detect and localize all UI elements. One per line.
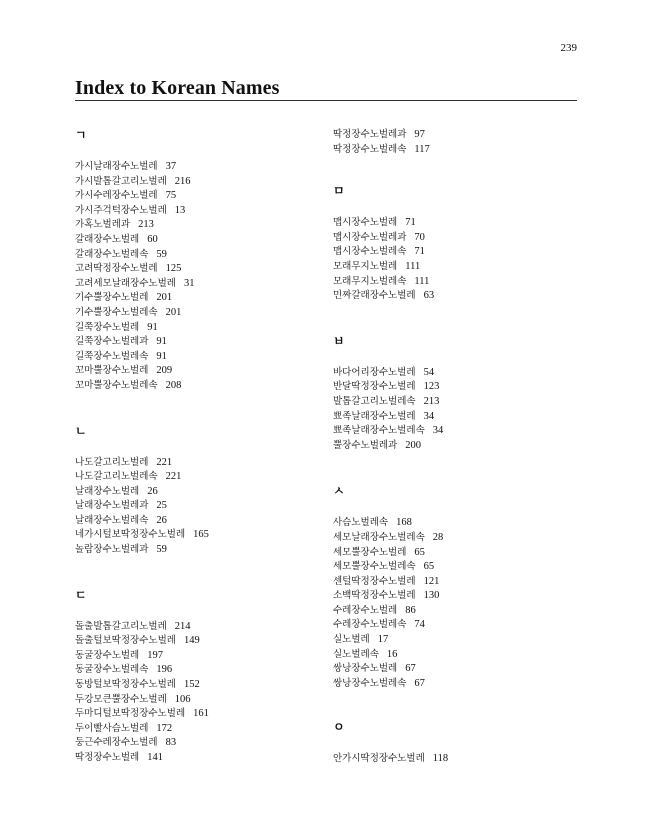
index-entry xyxy=(75,277,325,292)
index-section xyxy=(333,720,583,767)
index-entry xyxy=(75,306,325,321)
index-entry xyxy=(75,204,325,219)
entry-page-number: 59 xyxy=(156,544,167,556)
index-entry xyxy=(333,289,583,304)
index-column-left xyxy=(75,128,325,766)
index-entry xyxy=(333,560,583,575)
index-entry xyxy=(75,350,325,365)
entry-list xyxy=(333,752,583,767)
entry-name: 수레장수노벌레속 xyxy=(333,619,407,631)
entry-page-number: 65 xyxy=(423,561,435,573)
entry-name: 길쭉장수노벌레속 xyxy=(75,350,149,362)
entry-page-number: 123 xyxy=(423,381,440,393)
entry-page-number: 17 xyxy=(377,634,389,646)
entry-page-number: 214 xyxy=(174,620,191,632)
section-letter: ㄴ xyxy=(75,423,87,438)
index-entry xyxy=(333,575,583,590)
entry-page-number: 34 xyxy=(432,425,444,437)
entry-list xyxy=(75,620,325,766)
index-section xyxy=(75,128,325,394)
index-entry xyxy=(75,470,325,485)
index-entry xyxy=(333,231,583,246)
index-section xyxy=(75,588,325,766)
index-entry xyxy=(75,364,325,379)
entry-name: 세모뿔장수노벌레속 xyxy=(333,561,416,573)
index-entry xyxy=(333,648,583,663)
entry-name: 고려세모날래장수노벌레 xyxy=(75,277,176,289)
entry-name: 날래장수노벌레 xyxy=(75,485,140,497)
index-entry xyxy=(75,678,325,693)
index-entry xyxy=(75,693,325,708)
entry-name: 둥근수레장수노벌레 xyxy=(75,737,158,749)
title-rule xyxy=(75,100,577,101)
index-entry xyxy=(75,321,325,336)
entry-name: 갈래장수노벌레 xyxy=(75,233,140,245)
entry-name: 날래장수노벌레과 xyxy=(75,500,149,512)
entry-page-number: 37 xyxy=(165,161,177,172)
entry-page-number: 125 xyxy=(165,263,182,275)
entry-name: 고려딱정장수노벌레 xyxy=(75,263,158,275)
index-entry xyxy=(333,516,583,531)
index-entry xyxy=(333,275,583,290)
index-entry xyxy=(333,216,583,231)
entry-list xyxy=(333,366,583,454)
index-entry xyxy=(75,528,325,543)
entry-name: 두강모큰뿔장수노벌레 xyxy=(75,693,167,705)
entry-name: 맵시장수노벌레 xyxy=(333,217,398,229)
section-letter: ㅁ xyxy=(333,184,345,199)
entry-name: 길쭉장수노벌레 xyxy=(75,321,140,333)
entry-name: 딱정장수노벌레 xyxy=(75,752,140,763)
entry-page-number: 91 xyxy=(156,336,167,348)
index-entry xyxy=(75,485,325,500)
entry-name: 맵시장수노벌레속 xyxy=(333,246,407,258)
entry-page-number: 63 xyxy=(423,290,435,302)
index-column-right xyxy=(333,128,583,767)
page-number: 239 xyxy=(560,42,577,54)
index-entry xyxy=(75,736,325,751)
index-entry xyxy=(333,677,583,692)
entry-page-number: 172 xyxy=(156,722,173,734)
section-letter: ㅅ xyxy=(333,484,345,499)
index-entry xyxy=(75,707,325,722)
entry-name: 발톱갈고리노벌레속 xyxy=(333,395,416,407)
entry-list xyxy=(333,516,583,691)
entry-name: 맵시장수노벌레과 xyxy=(333,231,407,243)
entry-page-number: 141 xyxy=(147,752,163,763)
entry-page-number: 200 xyxy=(405,439,421,451)
index-entry xyxy=(75,262,325,277)
entry-page-number: 54 xyxy=(423,366,435,378)
entry-page-number: 221 xyxy=(156,456,173,468)
entry-name: 세모뿔장수노벌레 xyxy=(333,546,407,558)
entry-name: 모래무지노벌레 xyxy=(333,260,398,272)
section-letter: ㅇ xyxy=(333,720,345,735)
entry-page-number: 26 xyxy=(147,485,158,497)
index-section xyxy=(333,334,583,454)
entry-page-number: 65 xyxy=(414,546,425,558)
entry-page-number: 26 xyxy=(156,514,167,526)
entry-page-number: 31 xyxy=(183,277,195,289)
index-entry xyxy=(75,634,325,649)
entry-page-number: 13 xyxy=(174,204,186,216)
entry-page-number: 67 xyxy=(405,663,416,675)
entry-list xyxy=(75,456,325,558)
entry-name: 갈래장수노벌레속 xyxy=(75,248,149,260)
entry-page-number: 59 xyxy=(156,248,167,260)
entry-name: 꼬마뿔장수노벌레 xyxy=(75,365,149,377)
entry-name: 안가시딱정장수노벌레 xyxy=(333,753,425,765)
entry-page-number: 25 xyxy=(156,500,167,512)
section-letter: ㄷ xyxy=(75,587,87,602)
entry-page-number: 111 xyxy=(414,275,430,287)
entry-name: 두마디털보딱정장수노벌레 xyxy=(75,708,186,720)
index-entry xyxy=(333,589,583,604)
index-entry xyxy=(333,439,583,454)
index-section xyxy=(75,424,325,558)
entry-page-number: 161 xyxy=(193,708,209,720)
index-entry xyxy=(75,233,325,248)
index-section xyxy=(333,184,583,304)
index-entry xyxy=(333,618,583,633)
entry-name: 가시날래장수노벌레 xyxy=(75,161,158,172)
entry-name: 실노벌레속 xyxy=(333,648,379,660)
index-entry xyxy=(333,604,583,619)
entry-name: 동굴장수노벌레 xyxy=(75,649,140,661)
index-entry xyxy=(333,245,583,260)
entry-name: 나도갈고리노벌레 xyxy=(75,456,149,468)
entry-page-number: 16 xyxy=(386,648,398,660)
entry-page-number: 213 xyxy=(423,395,440,407)
entry-page-number: 86 xyxy=(405,604,416,616)
index-entry xyxy=(333,424,583,439)
entry-name: 모래무지노벌레속 xyxy=(333,275,407,287)
index-entry xyxy=(75,335,325,350)
entry-page-number: 74 xyxy=(414,619,425,631)
entry-page-number: 111 xyxy=(405,260,421,272)
entry-page-number: 34 xyxy=(423,410,435,422)
entry-page-number: 168 xyxy=(396,517,412,529)
entry-name: 길쭉장수노벌레과 xyxy=(75,336,149,348)
entry-name: 반달딱정장수노벌레 xyxy=(333,381,416,393)
entry-name: 뾰족날래장수노벌레속 xyxy=(333,425,425,437)
entry-name: 세모날래장수노벌레속 xyxy=(333,531,425,543)
entry-name: 놀람장수노벌레과 xyxy=(75,544,149,556)
index-entry xyxy=(333,752,583,767)
entry-page-number: 152 xyxy=(183,679,200,691)
section-letter: ㄱ xyxy=(75,128,87,142)
entry-page-number: 28 xyxy=(432,531,444,543)
index-entry xyxy=(333,143,583,158)
entry-name: 돌출털보딱정장수노벌레 xyxy=(75,635,176,647)
section-letter: ㅂ xyxy=(333,333,345,348)
entry-page-number: 165 xyxy=(193,529,209,541)
index-entry xyxy=(75,543,325,558)
entry-page-number: 209 xyxy=(156,365,173,377)
index-entry xyxy=(75,456,325,471)
entry-page-number: 91 xyxy=(147,321,158,333)
entry-page-number: 216 xyxy=(174,175,191,187)
index-entry xyxy=(333,366,583,381)
entry-name: 가시발톱갈고리노벌레 xyxy=(75,175,167,187)
index-entry xyxy=(75,751,325,766)
entry-name: 바다어리장수노벌레 xyxy=(333,366,416,378)
entry-name: 센털딱정장수노벌레 xyxy=(333,575,416,587)
entry-page-number: 197 xyxy=(147,649,163,661)
index-entry xyxy=(75,722,325,737)
entry-name: 돌출발톱갈고리노벌레 xyxy=(75,620,167,632)
entry-page-number: 121 xyxy=(423,575,440,587)
index-entry xyxy=(333,531,583,546)
index-entry xyxy=(75,620,325,635)
index-entry xyxy=(333,633,583,648)
entry-name: 가시수레장수노벌레 xyxy=(75,190,158,202)
entry-name: 네가시털보딱정장수노벌레 xyxy=(75,529,186,541)
entry-name: 쌍낭장수노벌레속 xyxy=(333,677,407,689)
entry-page-number: 130 xyxy=(423,590,440,602)
index-entry xyxy=(75,175,325,190)
entry-list xyxy=(333,128,583,157)
entry-name: 민짜갈래장수노벌레 xyxy=(333,290,416,302)
entry-page-number: 196 xyxy=(156,664,173,676)
index-entry xyxy=(333,380,583,395)
entry-page-number: 118 xyxy=(432,753,449,765)
index-entry xyxy=(75,514,325,529)
entry-name: 동방털보딱정장수노벌레 xyxy=(75,679,176,691)
entry-name: 두이빨사슴노벌레 xyxy=(75,722,149,734)
entry-page-number: 201 xyxy=(165,306,182,318)
entry-name: 날래장수노벌레속 xyxy=(75,514,149,526)
entry-page-number: 91 xyxy=(156,350,167,362)
entry-name: 기수뿔장수노벌레속 xyxy=(75,306,158,318)
entry-list xyxy=(333,216,583,304)
entry-page-number: 71 xyxy=(405,217,416,229)
entry-page-number: 201 xyxy=(156,292,173,304)
entry-page-number: 149 xyxy=(183,635,200,647)
index-entry xyxy=(75,248,325,263)
index-section xyxy=(333,128,583,157)
entry-page-number: 213 xyxy=(138,219,154,231)
entry-page-number: 117 xyxy=(414,143,430,155)
entry-name: 쌍낭장수노벌레 xyxy=(333,663,398,675)
entry-name: 뿔장수노벌레과 xyxy=(333,439,398,451)
entry-name: 소백딱정장수노벌레 xyxy=(333,590,416,602)
entry-page-number: 71 xyxy=(414,246,425,258)
entry-name: 기수뿔장수노벌레 xyxy=(75,292,149,304)
entry-name: 딱정장수노벌레속 xyxy=(333,143,407,155)
entry-name: 가혹노벌레과 xyxy=(75,219,131,231)
entry-name: 실노벌레 xyxy=(333,634,370,646)
page-title: Index to Korean Names xyxy=(75,77,280,99)
index-entry xyxy=(75,218,325,233)
entry-page-number: 60 xyxy=(147,233,158,245)
entry-page-number: 75 xyxy=(165,190,177,202)
entry-name: 수레장수노벌레 xyxy=(333,604,398,616)
index-entry xyxy=(75,499,325,514)
index-entry xyxy=(333,395,583,410)
index-entry xyxy=(75,160,325,175)
entry-name: 가시주걱턱장수노벌레 xyxy=(75,204,167,216)
index-section xyxy=(333,484,583,691)
index-entry xyxy=(333,260,583,275)
entry-list xyxy=(75,160,325,394)
entry-page-number: 221 xyxy=(165,471,182,483)
entry-name: 꼬마뿔장수노벌레속 xyxy=(75,379,158,391)
index-entry xyxy=(75,291,325,306)
entry-page-number: 208 xyxy=(165,379,182,391)
entry-page-number: 70 xyxy=(414,231,425,243)
entry-page-number: 106 xyxy=(174,693,191,705)
index-entry xyxy=(75,189,325,204)
index-entry xyxy=(333,410,583,425)
entry-page-number: 97 xyxy=(414,129,425,140)
index-entry xyxy=(333,128,583,143)
entry-name: 나도갈고리노벌레속 xyxy=(75,471,158,483)
entry-name: 사슴노벌레속 xyxy=(333,517,389,529)
index-entry xyxy=(333,546,583,561)
index-entry xyxy=(75,663,325,678)
entry-page-number: 67 xyxy=(414,677,425,689)
index-entry xyxy=(75,379,325,394)
index-entry xyxy=(333,662,583,677)
entry-name: 뾰족날래장수노벌레 xyxy=(333,410,416,422)
entry-name: 동굴장수노벌레속 xyxy=(75,664,149,676)
entry-name: 딱정장수노벌레과 xyxy=(333,129,407,140)
entry-page-number: 83 xyxy=(165,737,177,749)
index-entry xyxy=(75,649,325,664)
